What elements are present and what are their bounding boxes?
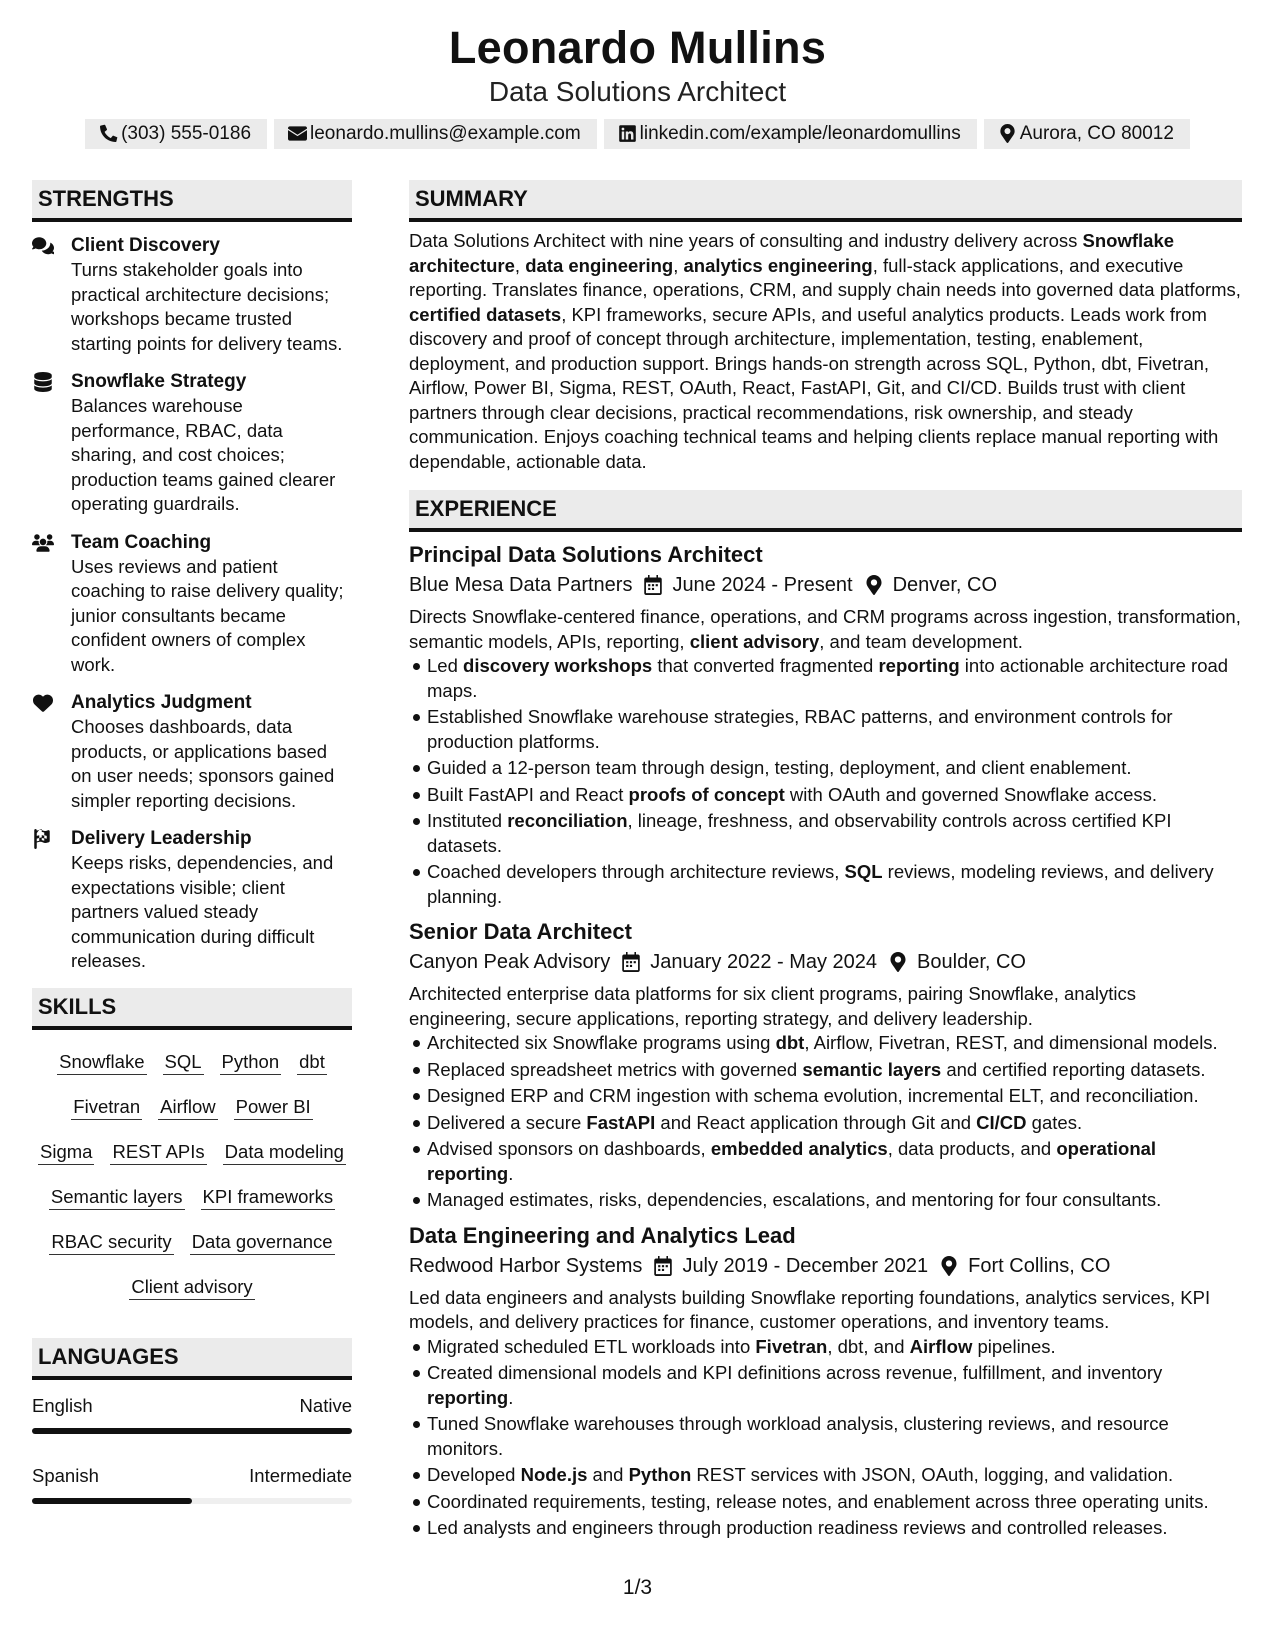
language-proficiency-bar: [32, 1428, 352, 1434]
text-segment: and certified reporting datasets.: [941, 1058, 1206, 1080]
text-segment: and React application through Git and: [655, 1111, 977, 1133]
language-level: Intermediate: [249, 1464, 352, 1486]
job-description: [409, 1286, 1242, 1335]
flag-checkered-icon: [32, 829, 54, 849]
contact-bar: [0, 119, 1275, 149]
job-title: Principal Data Solutions Architect: [409, 542, 763, 567]
strength-icon-wrap: [32, 370, 71, 517]
text-segment: Instituted: [427, 810, 508, 831]
bullet-item: [427, 809, 1242, 858]
comments-icon: [32, 236, 54, 256]
map-pin-icon: [940, 1256, 958, 1276]
text-segment: , lineage, freshness, and observability controls across certified KPI datasets.: [427, 810, 1172, 856]
strength-body: [71, 691, 352, 813]
calendar-icon: [622, 952, 640, 972]
strength-body: [71, 234, 352, 356]
text-segment: Replaced spreadsheet metrics with governed: [427, 1058, 803, 1080]
language-name: English: [32, 1394, 93, 1416]
strengths-list: [32, 234, 352, 974]
bold-text: embedded analytics: [710, 1138, 888, 1159]
strength-title: Delivery Leadership: [71, 828, 252, 849]
bold-text: Airflow: [909, 1335, 973, 1357]
phone-text: (303) 555-0186: [121, 123, 252, 144]
page-number: 1/3: [622, 1576, 653, 1599]
bold-text: CI/CD: [976, 1111, 1027, 1133]
bullet-item: [427, 1111, 1242, 1136]
strength-body: [71, 827, 352, 974]
text-segment: ,: [514, 254, 526, 276]
bullet-item: [427, 1490, 1242, 1515]
job-bullets: [409, 654, 1242, 909]
strength-icon-wrap: [32, 531, 71, 678]
language-proficiency-fill: [32, 1498, 192, 1504]
text-segment: ,: [673, 254, 684, 276]
strengths-heading: STRENGTHS: [32, 180, 352, 222]
skill-tag: Data modeling: [223, 1139, 346, 1165]
skill-tag: Semantic layers: [49, 1184, 185, 1210]
candidate-title: Data Solutions Architect: [488, 76, 787, 107]
email-text: leonardo.mullins@example.com: [310, 123, 581, 144]
bold-text: FastAPI: [586, 1111, 656, 1133]
language-name: Spanish: [32, 1464, 99, 1486]
job-bullets: [409, 1031, 1242, 1213]
text-segment: Coached developers through architecture reviews,: [427, 861, 845, 882]
bullet-item: [427, 1463, 1242, 1488]
text-segment: , dbt, and: [827, 1335, 910, 1357]
phone-icon: [99, 124, 118, 143]
strength-text: Uses reviews and patient coaching to raise delivery quality; junior consultants became confident owners of complex work.: [71, 555, 344, 675]
skill-tag: REST APIs: [110, 1139, 206, 1165]
language-level: Native: [299, 1394, 352, 1416]
strength-text: Turns stakeholder goals into practical architecture decisions; workshops became trusted starting points for delivery teams.: [71, 259, 343, 354]
job-company: Canyon Peak Advisory: [409, 951, 611, 973]
text-segment: Delivered a secure: [427, 1111, 587, 1133]
bold-text: client advisory: [689, 630, 820, 652]
strength-item: [32, 827, 352, 974]
job-location: Denver, CO: [892, 574, 998, 596]
job-dates: July 2019 - December 2021: [682, 1254, 929, 1277]
skills-heading: SKILLS: [32, 988, 352, 1030]
text-segment: gates.: [1026, 1111, 1083, 1133]
text-segment: , full-stack applications, and executive reporting. Translates finance, operations, CRM, and supply chain needs into governed data platforms,: [409, 254, 1241, 300]
contact-location: [984, 119, 1190, 149]
text-segment: .: [508, 1162, 514, 1184]
resume-header: [0, 22, 1275, 149]
job-entry: [409, 540, 1242, 909]
text-segment: Established Snowflake warehouse strategies, RBAC patterns, and environment controls for production platforms.: [427, 706, 1173, 752]
text-segment: , data products, and: [887, 1138, 1057, 1159]
text-segment: and: [587, 1464, 629, 1485]
strength-body: [71, 531, 352, 678]
language-row: [32, 1464, 352, 1488]
strength-item: [32, 370, 352, 517]
bullet-item: [427, 705, 1242, 754]
text-segment: Led: [427, 655, 464, 676]
bullet-item: [427, 1516, 1242, 1541]
candidate-name: Leonardo Mullins: [448, 22, 827, 73]
bullet-item: [427, 1188, 1242, 1213]
bold-text: Python: [628, 1464, 692, 1485]
job-company: Blue Mesa Data Partners: [409, 574, 633, 596]
text-segment: REST services with JSON, OAuth, logging, and validation.: [691, 1464, 1174, 1485]
bullet-item: [427, 860, 1242, 909]
left-column: [32, 180, 352, 1534]
contact-phone[interactable]: [85, 119, 267, 149]
bullet-item: [427, 783, 1242, 808]
text-segment: Advised sponsors on dashboards,: [427, 1138, 711, 1159]
contact-linkedin[interactable]: [604, 119, 977, 149]
bold-text: reporting: [427, 1386, 509, 1408]
strength-title: Analytics Judgment: [71, 692, 252, 713]
text-segment: Tuned Snowflake warehouses through workload analysis, clustering reviews, and resource monitors.: [427, 1413, 1169, 1459]
bold-text: reporting: [878, 655, 960, 676]
bold-text: Snowflake architecture: [409, 230, 1175, 276]
job-description: [409, 605, 1242, 654]
text-segment: Migrated scheduled ETL workloads into: [427, 1335, 756, 1357]
bullet-item: [427, 1084, 1242, 1109]
skill-tag: Client advisory: [129, 1274, 254, 1300]
skill-tag: Snowflake: [57, 1049, 146, 1075]
job-entry: [409, 1221, 1242, 1541]
job-location: Fort Collins, CO: [968, 1254, 1111, 1277]
strength-text: Keeps risks, dependencies, and expectations visible; client partners valued steady communication during difficult releases.: [71, 852, 334, 971]
text-segment: , and team development.: [819, 630, 1023, 652]
envelope-icon: [288, 124, 307, 143]
text-segment: , Airflow, Fivetran, REST, and dimensional models.: [804, 1032, 1218, 1053]
map-pin-icon: [889, 952, 907, 972]
strength-body: [71, 370, 352, 517]
text-segment: Architected enterprise data platforms for six client programs, pairing Snowflake, analytics engineering, secure applications, reporting strategy, and delivery leadership.: [409, 983, 1136, 1029]
strength-title: Snowflake Strategy: [71, 371, 247, 392]
linkedin-icon: [618, 124, 637, 143]
bold-text: operational reporting: [427, 1138, 1157, 1184]
text-segment: Created dimensional models and KPI definitions across revenue, fulfillment, and inventory: [427, 1362, 1163, 1383]
skill-tag: Sigma: [38, 1139, 94, 1165]
bullet-item: [427, 1058, 1242, 1083]
skill-tag: Power BI: [234, 1094, 313, 1120]
job-location: Boulder, CO: [917, 951, 1026, 973]
skill-tag: RBAC security: [49, 1229, 173, 1255]
skill-tag: KPI frameworks: [201, 1184, 336, 1210]
location-text: Aurora, CO 80012: [1019, 123, 1174, 144]
bold-text: reconciliation: [507, 810, 628, 831]
text-segment: Coordinated requirements, testing, release notes, and enablement across three operating units.: [427, 1490, 1209, 1512]
job-bullets: [409, 1335, 1242, 1541]
bold-text: SQL: [844, 861, 883, 882]
job-description: [409, 982, 1242, 1031]
linkedin-text: linkedin.com/example/leonardomullins: [639, 123, 961, 144]
strength-text: Balances warehouse performance, RBAC, data sharing, and cost choices; production teams gained clearer operating guardrails.: [71, 395, 336, 514]
database-icon: [32, 372, 54, 392]
bold-text: proofs of concept: [628, 783, 785, 805]
strength-item: [32, 531, 352, 678]
map-pin-icon: [998, 124, 1017, 143]
text-segment: Data Solutions Architect with nine years of consulting and industry delivery across: [409, 230, 1083, 251]
text-segment: Directs Snowflake-centered finance, operations, and CRM programs across ingestion, transformation, semantic models, APIs, reporting,: [409, 606, 1241, 652]
skill-tag: dbt: [297, 1049, 327, 1075]
users-icon: [32, 533, 54, 553]
bold-text: data engineering: [525, 254, 674, 276]
bold-text: dbt: [775, 1032, 805, 1053]
strength-title: Client Discovery: [71, 235, 220, 256]
skill-tag: Fivetran: [71, 1094, 142, 1120]
bold-text: semantic layers: [802, 1058, 942, 1080]
job-dates: January 2022 - May 2024: [650, 951, 878, 973]
calendar-icon: [644, 575, 662, 595]
job-meta: [409, 1251, 1242, 1281]
summary-text: [409, 229, 1242, 474]
text-segment: that converted fragmented: [652, 655, 879, 676]
skill-tag: Data governance: [190, 1229, 335, 1255]
text-segment: Led analysts and engineers through production readiness reviews and controlled releases.: [427, 1517, 1168, 1538]
job-title: Senior Data Architect: [409, 919, 632, 944]
strength-item: [32, 234, 352, 356]
calendar-icon: [654, 1256, 672, 1276]
bullet-item: [427, 756, 1242, 781]
contact-email[interactable]: [274, 119, 597, 149]
language-proficiency-fill: [32, 1428, 352, 1434]
skill-tag: SQL: [163, 1049, 204, 1075]
bold-text: certified datasets: [409, 303, 562, 325]
text-segment: Developed: [427, 1464, 521, 1485]
text-segment: with OAuth and governed Snowflake access.: [784, 783, 1158, 805]
bold-text: Node.js: [520, 1464, 588, 1485]
strength-icon-wrap: [32, 691, 71, 813]
bullet-item: [427, 1137, 1242, 1186]
text-segment: Architected six Snowflake programs using: [427, 1032, 776, 1053]
text-segment: .: [508, 1386, 514, 1408]
text-segment: pipelines.: [972, 1335, 1056, 1357]
text-segment: into actionable architecture road maps.: [427, 655, 1229, 701]
text-segment: Guided a 12-person team through design, testing, deployment, and client enablement.: [427, 757, 1132, 778]
bold-text: discovery workshops: [463, 655, 653, 676]
bullet-item: [427, 1412, 1242, 1461]
experience-heading: EXPERIENCE: [409, 490, 1242, 532]
job-meta: [409, 947, 1242, 977]
text-segment: , KPI frameworks, secure APIs, and useful analytics products. Leads work from discovery and proof of concept through architecture, implementation, testing, enablement, deployment, and production support. Brings hands-on strength across SQL, Python, dbt, Fivetran, Airflow, Power BI, Sigma, REST, OAuth, React, FastAPI, Git, and CI/CD. Builds trust with client partners through clear decisions, practical recommendations, risk ownership, and steady communication. Enjoys coaching technical teams and helping clients replace manual reporting with dependable, actionable data.: [409, 303, 1219, 472]
skill-tag: Airflow: [158, 1094, 218, 1120]
job-dates: June 2024 - Present: [672, 574, 853, 596]
summary-heading: SUMMARY: [409, 180, 1242, 222]
language-proficiency-bar: [32, 1498, 352, 1504]
strength-icon-wrap: [32, 234, 71, 356]
bullet-item: [427, 1335, 1242, 1360]
languages-heading: LANGUAGES: [32, 1338, 352, 1380]
text-segment: Built FastAPI and React: [427, 783, 629, 805]
job-company: Redwood Harbor Systems: [409, 1254, 643, 1277]
skills-list: [32, 1030, 352, 1300]
bold-text: Fivetran: [755, 1335, 828, 1357]
text-segment: Designed ERP and CRM ingestion with schema evolution, incremental ELT, and reconciliation.: [427, 1085, 1199, 1106]
bullet-item: [427, 1031, 1242, 1056]
skill-tag: Python: [220, 1049, 282, 1075]
text-segment: Managed estimates, risks, dependencies, escalations, and mentoring for four consultants.: [427, 1189, 1162, 1210]
bold-text: analytics engineering: [683, 254, 873, 276]
strength-title: Team Coaching: [71, 531, 212, 553]
job-meta: [409, 570, 1242, 600]
text-segment: Led data engineers and analysts building Snowflake reporting foundations, analytics services, KPI models, and delivery practices for finance, customer operations, and inventory teams.: [409, 1286, 1211, 1332]
heart-icon: [32, 693, 54, 713]
bullet-item: [427, 1361, 1242, 1410]
text-segment: reviews, modeling reviews, and delivery planning.: [427, 861, 1214, 907]
strength-text: Chooses dashboards, data products, or applications based on user needs; sponsors gained simpler reporting decisions.: [71, 716, 335, 811]
right-column: [409, 180, 1242, 1543]
map-pin-icon: [865, 575, 883, 595]
bullet-item: [427, 654, 1242, 703]
language-row: [32, 1394, 352, 1418]
job-title: Data Engineering and Analytics Lead: [409, 1222, 796, 1248]
job-entry: [409, 917, 1242, 1213]
strength-item: [32, 691, 352, 813]
languages-list: [32, 1394, 352, 1504]
strength-icon-wrap: [32, 827, 71, 974]
experience-list: [409, 540, 1242, 1541]
